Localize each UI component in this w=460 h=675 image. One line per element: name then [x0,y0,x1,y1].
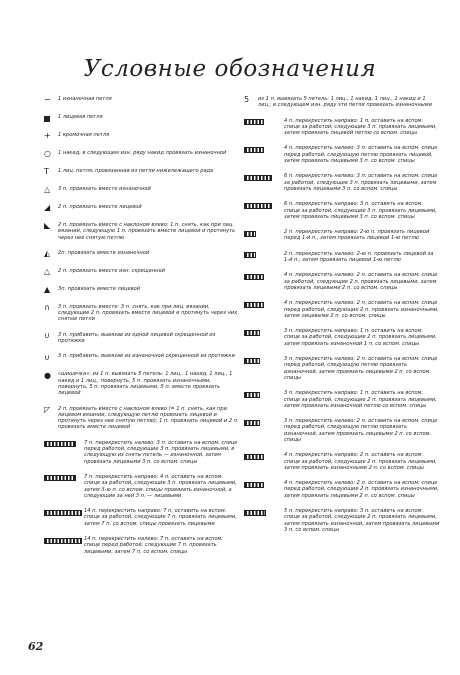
legend-text: 3 п. провязать вместе изнаночной [58,186,151,192]
legend-entry [44,440,240,465]
legend-text: 3 п. перекрестить налево: 2 п. оставить на вспом. спице перед работой, следующую петлю провязать изнаночной, затем провязать лицевыми 2 п. со вспом. спицы [284,356,438,381]
legend-entry [244,356,440,381]
u-shape-dotted-icon: ∪ [44,352,50,362]
legend-entry [44,286,240,295]
legend-entry [244,328,440,347]
legend-text: 4 п. перекрестить налево: 2 п. оставить на вспом. спице перед работой, следующие 2 п. провязать изнаночными, затем лицевыми 2 п. со вспом. спицы [284,300,439,319]
cable-3d-icon [244,418,284,427]
legend-entry [44,168,240,177]
legend-entry [244,173,440,192]
legend-entry [44,508,240,527]
triangle-dash-icon: ◭ [44,249,51,259]
legend-entry [244,251,440,264]
cable-7-icon [44,440,84,449]
legend-text: 2п. провязать вместе изнаночной [58,249,150,256]
legend-entry [44,96,240,105]
legend-text: 2 п. провязать вместе изн. скрещенной [58,267,165,274]
cable-4c-icon [244,272,284,281]
slant-triangle-icon: ◸ [44,404,51,414]
right-column [244,96,440,542]
minus-sign-icon: − [44,95,51,105]
cable-3b-icon [244,356,284,365]
cable-4-icon [244,118,284,127]
cable-4f-icon [244,480,284,489]
legend-text: 6 п. перекрестить налево: 3 п. оставить на вспом. спице за работой, следующие 3 п. провязать лицевыми, затем провязать лицевыми 3 п. со вспом. спицы [284,173,438,192]
legend-entry [44,114,240,123]
legend-text: из 1 п. вывязать 5 петель: 1 лиц., 1 накид, 1 лиц., 1 накид и 1 лиц.; в следующем изн. ряду эти петли провязать изнаночными [258,96,432,109]
legend-entry [44,353,240,362]
cable-5-icon [244,508,284,517]
legend-entry [244,300,440,319]
legend-entry [44,332,240,345]
legend-text: «шишечка»: из 1 п. вывязать 5 петель: 1 лиц., 1 накид, 1 лиц., 1 накид и 1 лиц.; повернуть, 5 п. провязать изнаночными, повернуть, 5 п. провязать лицевыми, 5 п. вместе провязать лицевой [58,371,233,397]
legend-text: 1 лицевая петля [58,114,103,120]
legend-entry [44,150,240,159]
legend-text: 1 накид, в следующем изн. ряду накид провязать изнаночной [58,150,227,156]
legend-entry [244,480,440,499]
legend-entry [44,186,240,195]
legend-text: 1 лиц. петля, провязанная из петли нижележащего ряда [58,168,214,174]
legend-entry [44,474,240,499]
left-column [44,96,240,564]
number-5-icon: 5 [244,95,250,105]
cable-6-icon [244,173,284,182]
cable-4e-icon [244,452,284,461]
outline-triangle-icon: △ [44,185,51,195]
page-number: 62 [28,640,44,653]
plus-sign-icon: + [44,131,51,141]
legend-text: 14 п. перекрестить направо: 7 п. оставить на вспом. спице за работой, следующие 7 п. провязать лицевыми, затем 7 п. со вспом. спицы провязать лицевыми [84,508,237,527]
cable-4d-icon [244,300,284,309]
legend-text: 3 п. прибавить, вывязав из изнаночной скрещенной из протяжки [58,353,235,360]
legend-text: 1 изнаночная петля [58,96,112,102]
legend-text: 7 п. перекрестить направо: 4 п. оставить на вспом. спице за работой, следующие 3 п. провязать лицевыми, затем 3-ю п. со вспом. спицы провязать изнаночной, а следующие за ней 3 п. — лицевыми [84,473,237,499]
legend-text: 4 п. перекрестить направо: 2 п. оставить на вспом. спице за работой, следующие 2 п. провязать лицевыми, затем провязать изнаночными 2 п. со вспом. спицы [284,452,437,471]
legend-entry [44,371,240,396]
legend-text: 3 п. перекрестить направо: 1 п. оставить на вспом. спице за работой, следующие 2 п. провязать лицевыми, затем провязать изнаночной 1 п. со вспом. спицы [284,328,437,347]
legend-text: 2 п. провязать вместе лицевой [58,204,142,210]
legend-entry [244,272,440,291]
legend-entry [44,268,240,277]
legend-text: 4 п. перекрестить налево: 2 п. оставить на вспом. спице перед работой, следующие 2 п. провязать изнаночными, затем провязать лицевыми 2 п. со вспом. спицы [284,480,439,499]
legend-entry [44,250,240,259]
legend-entry [244,452,440,471]
cable-7b-icon [44,474,84,483]
legend-text: 4 п. перекрестить налево: 2 п. оставить на вспом. спице за работой, следующие 2 п. провязать лицевыми, затем провязать лицевыми 2 п. со вспом. спицы [284,272,438,291]
oval-icon: ● [44,370,51,380]
legend-entry [44,132,240,141]
legend-entry [244,508,440,533]
cable-3c-icon [244,390,284,399]
filled-triangle-icon: ▲ [44,285,51,295]
legend-text: 14 п. перекрестить налево: 7 п. оставить на вспом. спице перед работой, следующие 7 п. провязать лицевыми, затем 7 п. со вспом. спицы [84,536,224,555]
right-triangle-icon: ◢ [44,203,51,213]
filled-square-icon [44,114,58,123]
page-title: Условные обозначения [83,56,377,82]
legend-entry [44,536,240,555]
legend-text: 3 п. перекрестить направо: 1 п. оставить на вспом. спице за работой, следующие 2 п. провязать лицевыми, затем провязать изнаночной петлю со вспом. спицы [284,390,437,409]
outline-triangle-crossed-icon: △ [44,267,51,277]
legend-entry [44,304,240,323]
legend-text: 5 п. перекрестить направо: 3 п. оставить на вспом. спице за работой, следующие 2 п. провязать лицевыми, затем провязать изнаночной, затем провязать лицевыми 3 п. со вспом. спицы [284,508,440,533]
cable-4b-icon [244,145,284,154]
legend-entry [244,96,440,109]
legend-entry [244,201,440,220]
legend-text: 2 п. перекрестить направо: 2-ю п. провязать лицевой перед 1-й п., затем провязать лицевой 1-ю петлю [284,229,430,242]
t-bar-icon: T [44,167,49,177]
cable-6b-icon [244,201,284,210]
circle-icon: ○ [44,149,51,159]
legend-text: 1 кромочная петля [58,132,110,138]
legend-entry [44,204,240,213]
legend-entry [244,418,440,443]
legend-entry [244,229,440,242]
legend-text: 2 п. провязать вместе с наклоном влево: 1 п. снять, как при лиц. вязании, следующую 1 п. провязать вместе лицевой и протянуть через нее снятую петлю [58,222,236,241]
cable-2b-icon [244,251,284,260]
legend-entry [244,145,440,164]
cable-14b-icon [44,536,84,545]
legend-text: 6 п. перекрестить направо: 3 п. оставить на вспом. спице за работой, следующие 3 п. провязать лицевыми, затем провязать лицевыми 3 п. со вспом. спицы [284,201,437,220]
legend-text: 3 п. перекрестить налево: 2 п. оставить на вспом. спице перед работой, следующую петлю провязать изнаночной, затем провязать лицевыми 2 п. со вспом. спицы [284,418,438,443]
legend-entry [44,406,240,431]
legend-text: 7 п. перекрестить налево: 3 п. оставить на вспом. спице перед работой, следующие 3 п. провязать лицевыми, в следующую из сняты петель — изнаночной, затем провязать лицевыми 3 п. со вспом. спицы [84,439,238,465]
cable-14-icon [44,508,84,517]
u-shape-icon: ∪ [44,331,50,341]
legend-text: 4 п. перекрестить направо: 1 п. оставить на вспом. спице за работой, следующие 3 п. провязать лицевыми, затем провязать лицевой петлю со вспом. спицы [284,117,437,137]
legend-text: 2 п. перекрестить налево: 2-ю п. провязать лицевой за 1-й п., затем провязать лицевой 1-ю петлю [284,250,434,264]
legend-entry [244,390,440,409]
left-triangle-icon: ◣ [44,221,51,231]
legend-text: 3 п. прибавить, вывязав из одной лицевой скрещенной из протяжки [58,331,216,345]
legend-entry [244,118,440,137]
legend-text: 3 п. провязать вместе: 3 п. снять, как при лиц. вязании, следующие 2 п. провязать вместе лицевой и протянуть через них снятые петли [58,303,238,323]
legend-entry [44,222,240,241]
legend-text: 4 п. перекрестить налево: 3 п. оставить на вспом. спице перед работой, следующую петлю провязать лицевой, затем провязать лицевыми 3 п. со вспом. спицы [284,145,438,165]
cable-3-icon [244,328,284,337]
cable-2-icon [244,229,284,238]
legend-text: 2 п. провязать вместе с наклоном влево (= 1 п. снять, как при лицевом вязании, следующую петлю провязать лицевой и протянуть через нее снятую петлю); 1 п. провязать лицевой и 2 п. провязать вместе лицевой [58,405,239,431]
arch-icon: ∩ [44,303,50,313]
legend-text: 3п. провязать вместе лицевой [58,285,141,292]
